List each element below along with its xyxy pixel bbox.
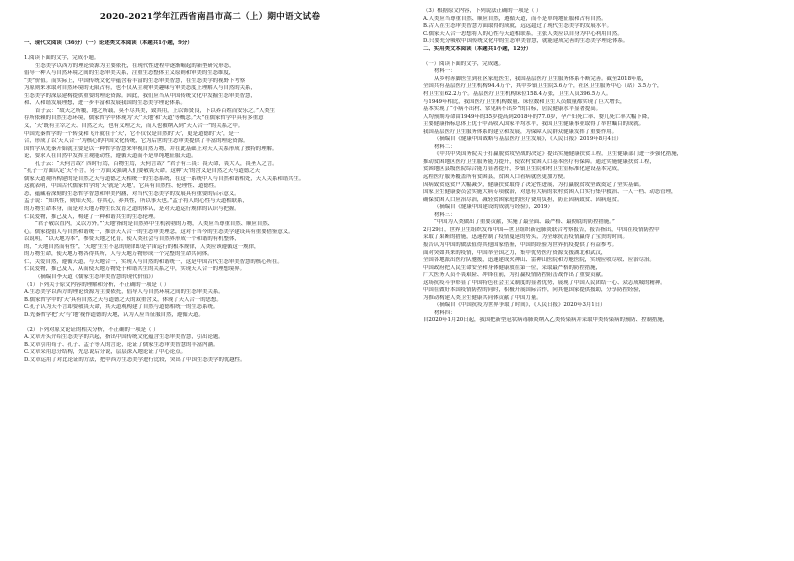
page-title: 2020-2021学年江西省南昌市高二（上）期中语文试卷 <box>99 12 321 22</box>
text-line: D.文章运用了对比论证的方法，把中西方生态美学进行比较，突出了中国生态美学的优越性。 <box>24 356 246 363</box>
text-line: 广大医务人员不畏艰险、冲锋在前，为打赢疫情防控阻击战作出了重要贡献。 <box>423 272 607 279</box>
text-line: 材料四： <box>434 309 456 316</box>
text-line: 确保贫困人口应治尽治，减轻贫困家庭的医疗费用负担，防止因病致贫、因病返贫。 <box>423 196 623 203</box>
text-line: 《中共中央国务院关于打赢脱贫攻坚战的决定》提出实施健康扶贫工程，卫生健康部门进一步强化措施， <box>434 151 682 158</box>
text-line: 心。儒家提倡人与自然和谐统一，推崇天人合一的生态审美理念，这对于当今的生态美学建设具有重要借鉴意义。 <box>24 228 294 235</box>
text-line: 孟子说：“知其性，则知天矣。存其心，养其性，所以事天也。”孟子将人的心性与天道相联系， <box>24 198 248 205</box>
text-line: （摘编自《健康中国建设的成就与经验》，2019） <box>434 204 553 211</box>
text-line: 从乡村赤脚医生到社区家庭医生，我国基层医疗卫生服务体系不断完善。截至2018年底， <box>434 75 648 82</box>
text-line: 材料一： <box>434 68 456 75</box>
left-column <box>24 40 389 555</box>
text-line: 中国在做好本国疫情防控的同时，积极开展国际合作，向其他国家提供援助，分享防控经验， <box>423 287 645 294</box>
text-line: “孔子一方面认定‘天’不言，另一方面又强调人们要敬畏天命。这种‘天’的含义是自然之天与道德之天 <box>24 168 261 175</box>
text-line: 态，蕴藏着深刻的生态哲学智慧和审美内涵，对当代生态美学的发展具有重要的启示意义。 <box>24 190 240 197</box>
text-line: C.孔子认为天不言却要敬畏天命，其天道观构建了自然与道德相统一的生态系统。 <box>24 304 219 311</box>
text-line: 因病致贫返贫户大幅减少，健康扶贫取得了决定性进展，为打赢脱贫攻坚战奠定了坚实基础。 <box>423 181 645 188</box>
text-line: 的万物生命，使天地万物各得其所，人与天地万物形成一个完整的生命共同体。 <box>24 251 213 258</box>
text-line: 仁，关爱自然，遵循天道，与天地合一，实现人与自然的和谐统一，这是中国古代生态审美智慧的核心所在。 <box>24 258 283 265</box>
text-line: B.儒家哲学中的‘天’具有自然之天与道德之天的双重含义，体现了天人合一的思想。 <box>24 296 222 303</box>
text-line <box>24 48 389 56</box>
text-line: 生态美学的深层建构提供重要的理论资源。因此，我们应当从中国传统文化中发掘生态审美智慧， <box>24 92 256 99</box>
text-line: 采取了果断的措施，迅速控制了疫情蔓延的势头，为全球抗击疫情赢得了宝贵的时间。 <box>423 234 628 241</box>
text-line: 义，‘天’既有主宰之天、自然之天，也有义理之天，而人也被纳入到“天人合一”的关系之中。 <box>24 123 244 130</box>
section-heading: 一、现代文阅读（36分）（一）论述类文本阅读（本题共1小题，9分） <box>24 40 193 46</box>
text-line: 存所依赖的自然生态环境，儒家哲学中体现为‘天’‘天地’和‘天道’等概念。”天”在儒家哲学中具有多重意 <box>24 115 264 122</box>
text-line: 与1949年相比，我国医疗卫生机构数量、床位数和卫生人员数量都实现了巨大增长， <box>423 98 626 105</box>
text-line: （3）根据原文内容，下列说法正确的一项是（ ） <box>423 8 542 14</box>
text-line: （摘编自《中国抗疫为世界争取了时间》，《人民日报》2020年3月1日） <box>434 302 606 309</box>
text-line: （一）阅读下面的文字，完成题。 <box>423 60 504 67</box>
text-line: 面对突如其来的疫情，中国举全国之力，集中优势医疗资源支援湖北和武汉， <box>423 249 607 256</box>
text-line: 主要健康指标总体上优于中高收入国家平均水平，我国卫生健康事业取得了举世瞩目的成就。 <box>423 121 645 128</box>
text-line: 这场抗疫斗争彰显了中国特色社会主义制度的显著优势，展现了中国人民团结一心、众志成城的精神。 <box>423 279 666 286</box>
text-line: 基本实现了“小病不出村、常见病不出乡”的目标，居民健康水平显著提高。 <box>423 106 602 113</box>
text-line: 中国政府把人民生命安全和身体健康放在第一位，采取最严格的防控措施， <box>423 264 601 271</box>
text-line <box>423 53 788 61</box>
text-line: B.文章引用荀子、孔子、孟子等人的言论，论证了儒家生态审美智慧的丰富内涵。 <box>24 341 219 348</box>
text-line: A.人类应当尊重自然、顺应自然，遵循天道，而不是单纯地征服和占有自然。 <box>423 15 607 22</box>
text-line: A.生态美学以西方的理论资源为主要依托，倡导人与自然环境之间的生态审美关系。 <box>24 289 224 296</box>
text-line: 的万物生命本身，而是对天地万物生长发育之道的体认，是对天道运行规律的认识与把握。 <box>24 206 240 213</box>
text-line: 我国基层医疗卫生服务体系的建立和发展，为保障人民群众健康发挥了重要作用。 <box>423 128 618 135</box>
text-line: 仁民爱物，推己及人，从而使天地万物处于和谐共生的关系之中，实现天人合一的理想境界。 <box>24 266 246 273</box>
text-line: C.文章采用总分结构，先总说后分说，层层深入地论证了中心论点。 <box>24 349 186 356</box>
text-line: 贫困地区县级医院综合能力显著提升，乡镇卫生院和村卫生室标准化建设基本完成， <box>423 166 623 173</box>
text-line: 论，要求人在自然中发挥主观能动性，遵循天道而不是单纯地征服天道。 <box>24 153 197 160</box>
text-line: 推动贫困地区医疗卫生服务能力提升，使农村贫困人口基本医疗有保障。通过实施健康扶贫工程， <box>423 158 655 165</box>
text-line: 以说明，“以天地为本”，参赞天地之化育，使人类社会与自然界形成一个和谐的有机整体， <box>24 236 240 243</box>
text-line: A.文章开头介绍生态美学的兴起，指出中国传统文化蕴含生态审美智慧，引出论题。 <box>24 334 224 341</box>
text-line: （1）下列关于原文内容的理解和分析，不正确的一项是（ ） <box>24 281 170 288</box>
text-line <box>24 319 389 327</box>
text-line: 全国各地派出医疗队驰援，迅速建成火神山、雷神山医院和方舱医院，实现应收尽收、应治尽治。 <box>423 257 655 264</box>
text-line: 合，形成了以‘天人合一’为核心的中国文化传统，它为后世的生态审美提供了丰富的理论资源。 <box>24 138 249 145</box>
text-line: 这就表明，中国古代儒家哲学的‘天’就是‘天地’，它具有自然性、伦理性、道德性。 <box>24 183 220 190</box>
text-line: 村卫生室62.2万个。基层医疗卫生机构床位158.4万张，卫生人员396.5万人。 <box>423 91 612 98</box>
text-line: D.只要充分吸收中国传统文化中的生态审美智慧，就能建成完善的生态美学理论体系。 <box>423 38 629 45</box>
text-line: 和、人和谐发展理想，进一步丰富和发展我国的生态美学理论体系。 <box>24 100 186 107</box>
section-heading: 二、实用类文本阅读（本题共1小题，12分） <box>423 45 532 52</box>
text-line: 孔子云：“天何言哉？四时行焉，百物生焉，天何言哉？”君子有三畏：畏天命，畏大人，畏圣人之言。 <box>35 160 278 167</box>
text-line: 为原则来求取对自然环境的无限占有，也不仅从主观审美趣味与审美态度上理解人与自然的关系， <box>24 85 256 92</box>
text-line: “君子敬以直内，义以方外。”‘天地’指的是自然界中生机勃勃的万物，人类应当尊重自然、顺应自然、 <box>35 221 274 228</box>
text-line: 国家卫生健康委员会实施大病专项救治，对患有大病的农村贫困人口实行集中救治、一人一档、动态管理， <box>423 189 677 196</box>
text-line: 的，“天地自然而有性”，‘天地’生生不息的规律即是宇宙运行的根本规律，人类应该遵循这一规律， <box>24 243 260 250</box>
text-line: 2月29日，世界卫生组织发布中国—世卫组织新冠肺炎联合考察报告，报告指出，中国在疫情防控中 <box>423 226 660 233</box>
text-line: 全国共有基层医疗卫生机构94.4万个，其中乡镇卫生院3.6万个，社区卫生服务中心（站）3.5万个， <box>423 83 663 90</box>
text-line: （摘编自《健康中国战略与基层医疗卫生发展》，《人民日报》2019年8月4日） <box>434 136 622 143</box>
text-line: 儒家天道观所构建的是自然之天与道德之天相统一的生态系统，在这一系统中人与自然和谐相处，天人关系和谐共生。 <box>24 175 305 182</box>
text-line: （摘编自李天道《儒家生态审美智慧的现代价值》） <box>35 273 157 280</box>
text-line: 国哲学从先秦开始就主要是以一种哲学智慧来审视自然万物，并在此基础上对天人关系形成了独特的理解。 <box>24 145 278 152</box>
text-line: B.古人在生态审美智慧方面取得的成就，远远超过了现代生态美学的发展水平。 <box>423 23 612 30</box>
text-line: 中国先秦哲学的一个转变和飞升就在于‘天’，它不仅仅是自然的‘天’，更是道德的‘天’，是一 <box>24 130 240 137</box>
text-line: 仁民爱物，推己及人，构建了一种和谐共生的生态伦理。 <box>24 213 159 220</box>
text-line: 1.阅读下面的文字，完成小题。 <box>24 55 100 62</box>
text-line: 材料三： <box>434 211 456 218</box>
right-column <box>423 8 788 556</box>
text-line: 远程医疗服务覆盖所有贫困县，贫困人口看病就医更加方便。 <box>423 174 569 181</box>
text-line: “美”价值。而实际上，中国传统文化中蕴含着丰富的生态审美智慧，在生态美学的视野下考察 <box>24 77 246 84</box>
text-line: 人均预期寿命由1949年的35岁提高到2018年的77.0岁，孕产妇死亡率、婴儿死亡率大幅下降， <box>423 113 653 120</box>
text-line: “中国为人类做出了重要贡献，实施了最全面、最严格、最彻底的防控措施。” <box>434 219 615 226</box>
text-line: D.先秦哲学把‘天’与‘地’视作道德的天地，认为人应当征服自然，遵循天道。 <box>24 311 204 318</box>
text-line: 生态美学以西方的理论资源为主要依托，在现代性进程中逐渐崛起的新型研究形态， <box>35 62 235 69</box>
text-line: C.儒家天人合一思想将人的心性与天道相联系，主张人类应以自身为中心利用自然。 <box>423 30 623 37</box>
text-line: 材料二： <box>434 143 456 150</box>
text-line: 自2020年1月20日起，我国把新型冠状病毒肺炎纳入乙类传染病并采取甲类传染病的预防、控制措施， <box>423 317 669 324</box>
text-line: （2）下列对原文论证的相关分析，不正确的一项是（ ） <box>24 326 159 333</box>
text-line: 报告认为中国的做法值得其他国家借鉴，中国的经验为世界抗疫提供了有益参考。 <box>423 241 618 248</box>
text-line: 首子云：“故天之所覆，地之所载，莫不尽其美，致其用，上以饰贤良，下以养百姓而安乐之。”人类生 <box>35 107 275 114</box>
text-line: 为推动构建人类卫生健康共同体贡献了中国力量。 <box>423 294 542 301</box>
text-line: 倡导一种人与自然环境之间的生态审美关系，注重生态整体主义原则和审美的生态维度， <box>24 70 235 77</box>
